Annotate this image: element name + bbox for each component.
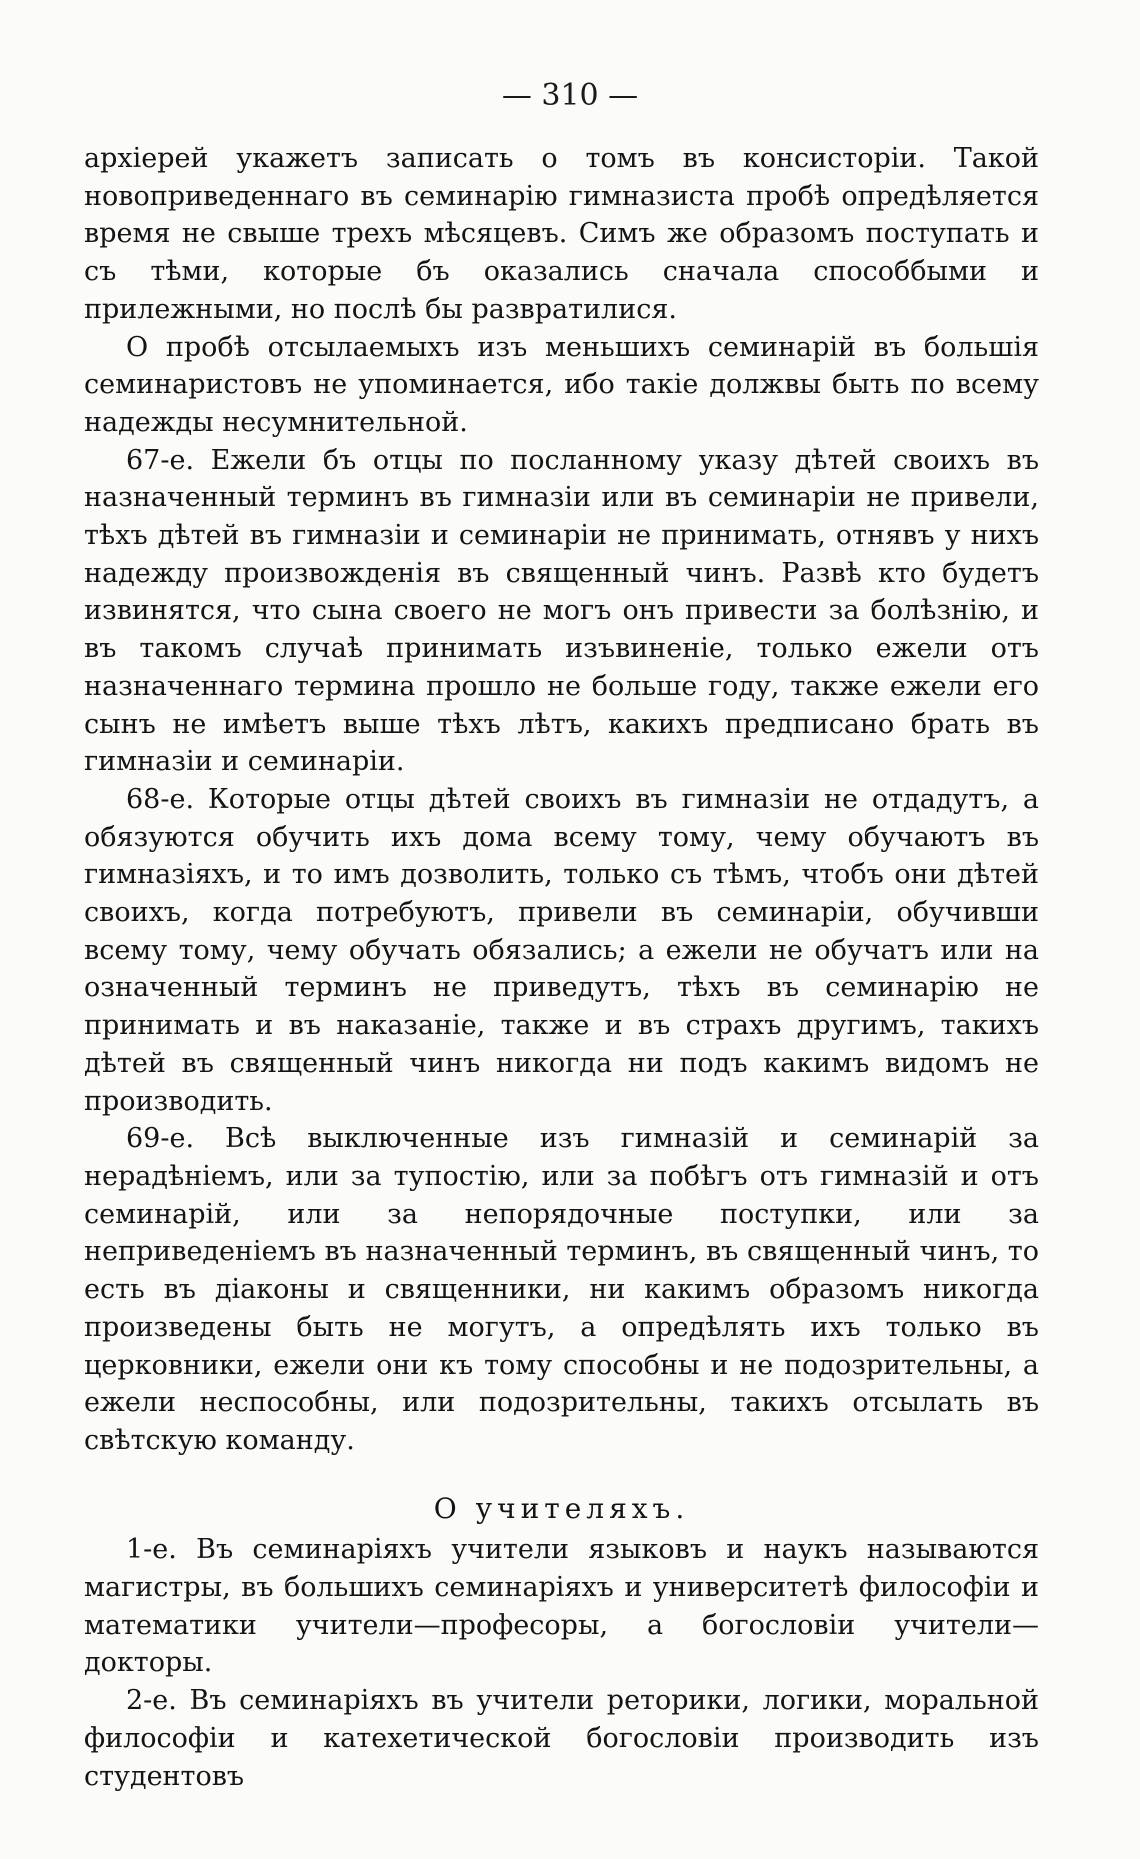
paragraph-continuation: архіерей укажетъ записать о томъ въ консисторіи. Такой новоприведеннаго въ семинарію гимназиста пробѣ опредѣляется время не свыше трехъ мѣсяцевъ. Симъ же образомъ поступать и съ тѣми, которые бъ оказались сначала способбыми и прилежными, но послѣ бы развратилися. (84, 143, 1039, 325)
paragraph-teachers-1: 1-е. Въ семинаріяхъ учители языковъ и наукъ называются магистры, въ большихъ семинаріяхъ и университетѣ философіи и математики учители—професоры, а богословіи учители—докторы. (84, 1534, 1039, 1679)
paragraph-article-68: 68-е. Которые отцы дѣтей своихъ въ гимназіи не отдадутъ, а обязуются обучить ихъ дома всему тому, чему обучаютъ въ гимназіяхъ, и то имъ дозволить, только съ тѣмъ, чтобъ они дѣтей своихъ, когда потребуютъ, привели въ семинаріи, обучивши всему тому, чему обучать обязались; а ежели не обучатъ или на означенный терминъ не приведутъ, тѣхъ въ семинарію не принимать и въ наказаніе, также и въ страхъ другимъ, такихъ дѣтей въ священный чинъ никогда ни подъ какимъ видомъ не производить. (84, 783, 1039, 1117)
paragraph-teachers-2: 2-е. Въ семинаріяхъ въ учители реторики, логики, моральной философіи и катехетической богословіи производить изъ студентовъ (84, 1685, 1039, 1792)
paragraph-article-67: 67-е. Ежели бъ отцы по посланному указу дѣтей своихъ въ назначенный терминъ въ гимназіи или въ семинаріи не привели, тѣхъ дѣтей въ гимназіи и семинаріи не принимать, отнявъ у нихъ надежду произвожденія въ священный чинъ. Развѣ кто будетъ извинятся, что сына своего не могъ онъ привести за болѣзнію, и въ такомъ случаѣ принимать изъвиненіе, только ежели отъ назначеннаго термина прошло не больше году, также ежели его сынъ не имѣетъ выше тѣхъ лѣтъ, какихъ предписано брать въ гимназіи и семинаріи. (84, 444, 1039, 778)
page-number: — 310 — (501, 78, 639, 113)
section-heading: О учителяхъ. (433, 1491, 690, 1525)
body-text (84, 140, 1039, 1795)
paragraph-article-69: 69-е. Всѣ выключенные изъ гимназій и семинарій за нерадѣніемъ, или за тупостію, или за побѣгъ отъ гимназій и отъ семинарій, или за непорядочные поступки, или за неприведеніемъ въ назначенный терминъ, въ священный чинъ, то есть въ діаконы и священники, ни какимъ образомъ никогда произведены быть не могутъ, а опредѣлять ихъ только въ церковники, ежели они къ тому способны и не подозрительны, а ежели неспособны, или подозрительны, такихъ отсылать въ свѣтскую команду. (84, 1123, 1039, 1456)
paragraph-probation-note: О пробѣ отсылаемыхъ изъ меньшихъ семинарій въ большія семинаристовъ не упоминается, ибо такіе должвы быть по всему надежды несумнительной. (84, 331, 1039, 438)
